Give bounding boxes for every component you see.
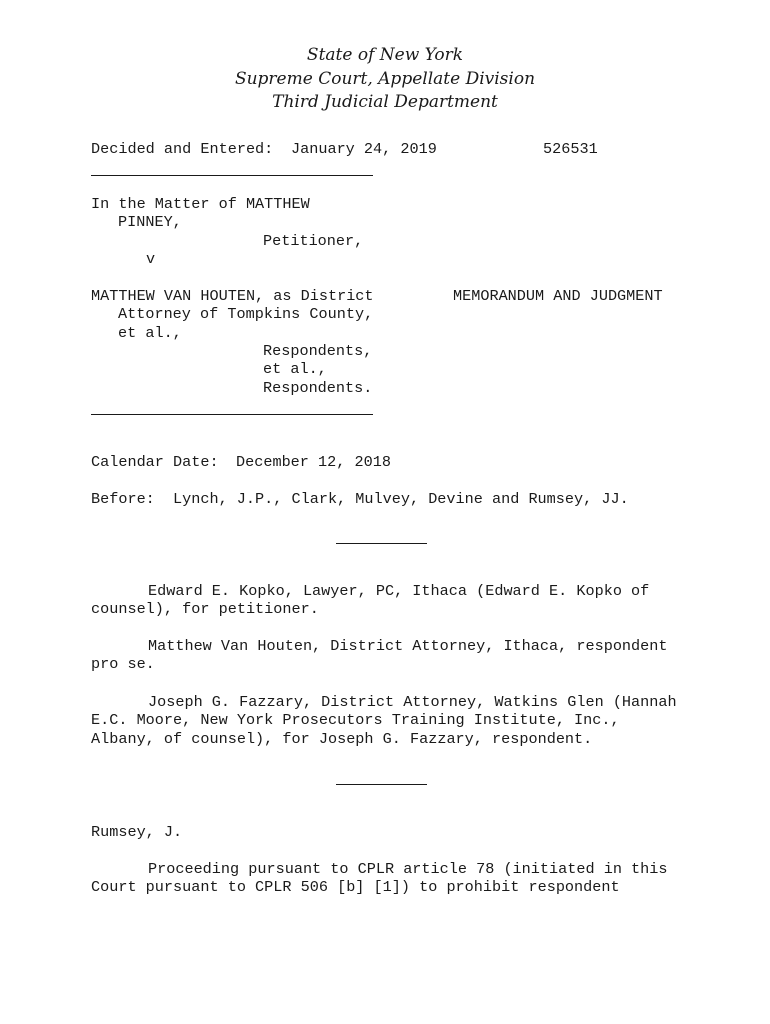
calendar-date: December 12, 2018 [236,453,391,471]
counsel-van-houten-line-2: pro se. [91,655,155,674]
docket-number: 526531 [543,140,598,158]
opinion-opening-paragraph [91,860,731,897]
petitioner-line-1: In the Matter of MATTHEW [91,195,310,213]
counsel-petitioner [91,582,731,619]
section-divider-1 [336,543,427,544]
petitioner-line-2: PINNEY, [118,213,182,231]
respondent-role-3: Respondents. [263,379,373,397]
caption-bottom-rule [91,414,373,415]
counsel-fazzary-line-2: E.C. Moore, New York Prosecutors Training Institute, Inc., [91,711,620,730]
versus: v [146,250,156,268]
court-state: State of New York [306,45,464,65]
decided-date: January 24, 2019 [291,140,437,158]
calendar-label: Calendar Date: [91,453,219,471]
opinion-author: Rumsey, J. [91,823,183,841]
document-title: MEMORANDUM AND JUDGMENT [453,287,663,305]
panel-judges: Lynch, J.P., Clark, Mulvey, Devine and Rumsey, JJ. [173,490,629,508]
respondent-role-1: Respondents, [263,342,373,360]
opening-line-2: Court pursuant to CPLR 506 [b] [1]) to prohibit respondent [91,878,620,897]
section-divider-2 [336,784,427,785]
court-header [0,44,770,115]
caption-top-rule [91,175,373,176]
decided-label: Decided and Entered: [91,140,274,158]
respondent-line-3: et al., [118,324,182,342]
counsel-van-houten-line-1: Matthew Van Houten, District Attorney, Ithaca, respondent [148,637,668,655]
counsel-respondent-fazzary [91,693,731,748]
petitioner-role: Petitioner, [263,232,364,250]
opening-line-1: Proceeding pursuant to CPLR article 78 (initiated in this [148,860,668,878]
court-department: Third Judicial Department [272,92,498,112]
before-label: Before: [91,490,155,508]
respondent-line-1: MATTHEW VAN HOUTEN, as District [91,287,374,305]
counsel-fazzary-line-3: Albany, of counsel), for Joseph G. Fazzary, respondent. [91,729,593,748]
counsel-fazzary-line-1: Joseph G. Fazzary, District Attorney, Watkins Glen (Hannah [148,693,677,711]
court-name: Supreme Court, Appellate Division [234,68,536,89]
respondent-line-2: Attorney of Tompkins County, [118,305,374,323]
respondent-role-2: et al., [263,360,327,378]
counsel-petitioner-line-1: Edward E. Kopko, Lawyer, PC, Ithaca (Edward E. Kopko of [148,582,650,600]
counsel-petitioner-line-2: counsel), for petitioner. [91,600,319,619]
counsel-respondent-van-houten [91,637,731,674]
